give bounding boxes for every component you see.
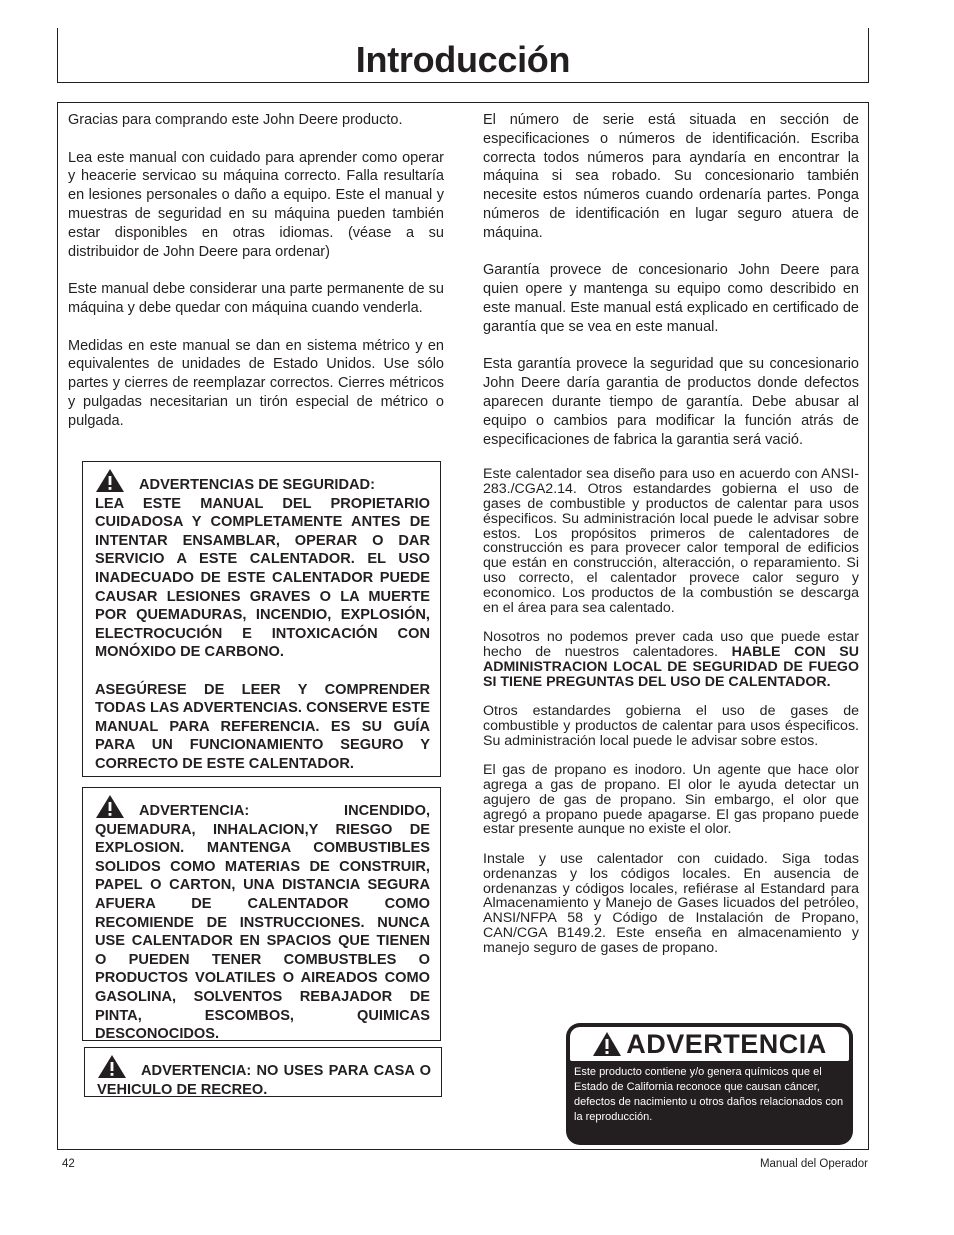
warning-triangle-icon xyxy=(592,1031,622,1057)
standards-paragraph: Otros estandardes gobierna el uso de gases de combustible y productos de calentar para usos éspecificos. Su administración local puede le advisar sobre estos. xyxy=(483,703,859,749)
warranty-paragraph: Garantía provece de concesionario John Deere para quien opere y mantenga su equipo como describido en este manual. Este manual está explicado en certificado de garantía que se vea en este manual. xyxy=(483,262,859,335)
intro-paragraph-2: Lea este manual con cuidado para aprender como operar y heacerie servicao su máquina correcto. Falla resultaría en lesiones personales o daño a equipo. Este el manual y muestras de seguridad en su máquina pueden también estar disponibles en otras idiomas. (véase a su distribuidor de John Deere para ordenar) xyxy=(68,149,444,260)
right-column xyxy=(483,103,859,956)
page-number: 42 xyxy=(62,1158,75,1170)
warning-triangle-icon xyxy=(97,1054,127,1079)
safety-warning-text-1: LEA ESTE MANUAL DEL PROPIETARIO CUIDADOSA Y COMPLETAMENTE ANTES DE INTENTAR ENSAMBLAR, OPERAR O DAR SERVICIO A ESTE CALENTADOR. EL USO INADECUADO DE ESTE CALENTADOR PUEDE CAUSAR LESIONES GRAVES O LA MUERTE POR QUEMADURAS, INCENDIO, EXPLOSIÓN, ELECTROCUCIÓN E INTOXICACIÓN CON MONÓXIDO DE CARBONO. xyxy=(95,495,430,661)
prop65-heading: ADVERTENCIA xyxy=(626,1029,827,1059)
footer-label: Manual del Operador xyxy=(759,1158,868,1170)
safety-warning-text-2: ASEGÚRESE DE LEER Y COMPRENDER TODAS LAS ADVERTENCIAS. CONSERVE ESTE MANUAL PARA REFERENCIA. ES SU GUÍA PARA UN FUNCIONAMIENTO SEGURO Y CORRECTO DE ESTE CALENTADOR. xyxy=(95,681,430,772)
content-frame xyxy=(57,102,869,1150)
warranty-security-paragraph: Esta garantía provece la seguridad que su concesionario John Deere daría garantia de productos donde defectos aparecen durante tiempo de garantía. Debe abusar al equipo o cambios para modificar la función atrás de especificaciones de fabrica la garantia será vació. xyxy=(483,356,859,448)
safety-warning-heading: ADVERTENCIAS DE SEGURIDAD: xyxy=(139,477,375,493)
intro-paragraph-4: Medidas en este manual se dan en sistema métrico y en equivalentes de unidades de Estado Unidos. Use sólo partes y cierres de reemplazar correctos. Cierres métricos y pulgadas necesitarian un tirón especial de métrico o pulgada. xyxy=(68,337,444,429)
title-box xyxy=(57,28,869,83)
fire-warning-box xyxy=(82,787,441,1041)
prop65-warning-label xyxy=(566,1023,853,1145)
left-column xyxy=(68,103,444,1098)
warning-triangle-icon xyxy=(95,468,125,493)
fire-safety-bold-text: HABLE CON SU ADMINISTRACION LOCAL DE SEGURIDAD DE FUEGO SI TIENE PREGUNTAS DEL USO DE CALENTADOR. xyxy=(483,643,859,690)
fire-safety-text: Nosotros no podemos prever cada uso que puede estar hecho de nuestros calentadores. xyxy=(483,629,859,660)
serial-number-paragraph: El número de serie está situada en sección de especificaciones o números de identificación. Escriba correcta todos números para ayndaría en encontrar la máquina si sea robado. Su concesionario también necesite estos números cuando ordenaría partes. Ponga números de identificación en lugar seguro atuera de máquina. xyxy=(483,112,859,241)
prop65-header xyxy=(570,1027,849,1061)
safety-warning-box xyxy=(82,461,441,777)
fire-warning-text: ADVERTENCIA: INCENDIDO, QUEMADURA, INHALACION,Y RIESGO DE EXPLOSION. MANTENGA COMBUSTIBLES SOLIDOS COMO MATERIAS DE CONSTRUIR, PAPEL O CARTON, UNA DISTANCIA SEGURA AFUERA DE CALENTADOR COMO RECOMIENDE DE INSTRUCCIONES. NUNCA USE CALENTADOR EN SPACIOS QUE TIENEN O PUEDEN TENER COMBUSTBLES O PRODUCTOS VOLATILES O AIREADOS COMO GASOLINA, SOLVENTOS REBAJADOR DE PINTA, ESCOMBOS, QUIMICAS DESCONOCIDOS. xyxy=(95,803,430,1043)
prop65-body: Este producto contiene y/o genera químicos que el Estado de California reconoce que causan cáncer, defectos de nacimiento u otros daños relacionados con la reproducción. xyxy=(574,1066,844,1123)
installation-paragraph: Instale y use calentador con cuidado. Siga todas ordenanzas y los códigos locales. En ausencia de ordenanzas y códigos locales, refiérase al Estandard para Almacenamiento y Manejo de Gases licuados del petróleo, ANSI/NFPA 58 y Código de Instalación de Propano, CAN/CGA B149.2. Este enseña en almacenamiento y manejo seguro de gases de propano. xyxy=(483,851,859,956)
intro-paragraph-3: Este manual debe considerar una parte permanente de su máquina y debe quedar con máquina cuando venderla. xyxy=(68,281,444,316)
propane-odor-paragraph: El gas de propano es inodoro. Un agente que hace olor agrega a gas de propano. El olor le ayuda detectar un agujero de gas de propano. Sin embargo, el olor que agregó a propano puede apagarse. El gas propano puede estar presente aunque no existe el olor. xyxy=(483,762,859,838)
fire-safety-paragraph xyxy=(483,630,859,689)
page-title: Introducción xyxy=(355,39,571,80)
warning-triangle-icon xyxy=(95,794,125,819)
rv-warning-text: ADVERTENCIA: NO USES PARA CASA O VEHICULO DE RECREO. xyxy=(97,1063,431,1098)
rv-warning-box xyxy=(84,1047,442,1097)
heater-design-paragraph: Este calentador sea diseño para uso en acuerdo con ANSI-283./CGA2.14. Otros estandardes gobierna el uso de gases de combustible y productos de calentar para usos éspecificos. Su administración local puede le advisar sobre estos. Los propósitos primeros de calentadores de construcción es para provecer calor temporal de edificios que están en construcción, alteracción, o reparamiento. Si uso correcto, el calentador provece calor seguro y economico. Los productos de la combustión se descarga en el área para sea calentado. xyxy=(483,466,859,616)
intro-paragraph-1: Gracias para comprando este John Deere producto. xyxy=(68,112,403,128)
